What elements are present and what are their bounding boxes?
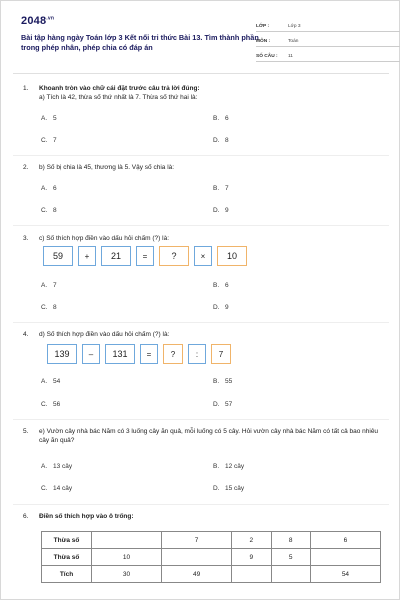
option-d[interactable] bbox=[213, 485, 244, 492]
expr-operator: + bbox=[78, 246, 96, 266]
option-letter: C. bbox=[41, 401, 48, 408]
option-value: 55 bbox=[225, 378, 233, 385]
question-stem: c) Số thích hợp điền vào dấu hỏi chấm (?) là: bbox=[39, 235, 169, 242]
option-letter: C. bbox=[41, 207, 48, 214]
option-letter: C. bbox=[41, 485, 48, 492]
question-stem: d) Số thích hợp điền vào dấu hỏi chấm (?) là: bbox=[39, 331, 170, 338]
expr-equals: = bbox=[136, 246, 154, 266]
table-cell: 8 bbox=[271, 532, 310, 549]
header-divider bbox=[13, 73, 389, 74]
meta-info bbox=[256, 17, 400, 62]
option-value: 8 bbox=[225, 137, 229, 144]
question-5 bbox=[23, 427, 383, 447]
option-a[interactable] bbox=[41, 282, 57, 289]
row-header: Thừa số bbox=[42, 549, 92, 566]
option-b[interactable] bbox=[213, 282, 229, 289]
expr-number: 10 bbox=[217, 246, 247, 266]
question-number: 4. bbox=[23, 331, 29, 338]
option-value: 7 bbox=[225, 185, 229, 192]
worksheet-header bbox=[21, 15, 386, 65]
expr-unknown[interactable]: ? bbox=[163, 344, 183, 364]
option-d[interactable] bbox=[213, 401, 232, 408]
option-value: 8 bbox=[53, 207, 57, 214]
question-6 bbox=[23, 512, 383, 522]
question-separator bbox=[13, 225, 389, 226]
table-row bbox=[42, 566, 381, 583]
table-cell[interactable] bbox=[310, 549, 380, 566]
meta-value: Toán bbox=[288, 39, 299, 44]
question-stem: b) Số bị chia là 45, thương là 5. Vậy số chia là: bbox=[39, 164, 175, 171]
option-letter: D. bbox=[213, 207, 220, 214]
option-a[interactable] bbox=[41, 115, 57, 122]
option-a[interactable] bbox=[41, 378, 60, 385]
table-cell: 54 bbox=[310, 566, 380, 583]
expr-operator: – bbox=[82, 344, 100, 364]
table-cell: 30 bbox=[92, 566, 162, 583]
question-stem: Điền số thích hợp vào ô trống: bbox=[39, 513, 134, 520]
option-d[interactable] bbox=[213, 137, 229, 144]
option-value: 9 bbox=[225, 207, 229, 214]
expr-unknown[interactable]: ? bbox=[159, 246, 189, 266]
option-letter: B. bbox=[213, 463, 220, 470]
option-letter: B. bbox=[213, 185, 220, 192]
table-cell[interactable] bbox=[232, 566, 271, 583]
option-value: 54 bbox=[53, 378, 61, 385]
question-number: 6. bbox=[23, 513, 29, 520]
option-letter: A. bbox=[41, 378, 48, 385]
option-value: 8 bbox=[53, 304, 57, 311]
expr-number: 59 bbox=[43, 246, 73, 266]
table-cell: 5 bbox=[271, 549, 310, 566]
table-cell[interactable] bbox=[271, 566, 310, 583]
table-cell: 49 bbox=[162, 566, 232, 583]
expr-operator: × bbox=[194, 246, 212, 266]
option-letter: A. bbox=[41, 115, 48, 122]
option-b[interactable] bbox=[213, 378, 232, 385]
question-separator bbox=[13, 504, 389, 505]
question-number: 2. bbox=[23, 164, 29, 171]
table-cell: 7 bbox=[162, 532, 232, 549]
document-title: Bài tập hàng ngày Toán lớp 3 Kết nối tri thức Bài 13. Tìm thành phần trong phép nhân, phép chia có đáp án bbox=[21, 33, 259, 52]
option-value: 9 bbox=[225, 304, 229, 311]
expr-number: 21 bbox=[101, 246, 131, 266]
logo-text: 2048 bbox=[21, 15, 47, 27]
option-letter: D. bbox=[213, 137, 220, 144]
table-cell[interactable] bbox=[92, 532, 162, 549]
option-value: 6 bbox=[225, 115, 229, 122]
option-letter: B. bbox=[213, 282, 220, 289]
question-stem: a) Tích là 42, thừa số thứ nhất là 7. Thừa số thứ hai là: bbox=[39, 94, 198, 101]
option-value: 5 bbox=[53, 115, 57, 122]
question-text bbox=[39, 84, 379, 102]
option-value: 12 cây bbox=[225, 463, 245, 470]
table-cell: 10 bbox=[92, 549, 162, 566]
option-value: 15 cây bbox=[225, 485, 245, 492]
option-b[interactable] bbox=[213, 463, 244, 470]
option-value: 56 bbox=[53, 401, 61, 408]
option-d[interactable] bbox=[213, 207, 229, 214]
table-row bbox=[42, 549, 381, 566]
option-value: 57 bbox=[225, 401, 233, 408]
expr-equals: = bbox=[140, 344, 158, 364]
row-header: Tích bbox=[42, 566, 92, 583]
site-logo[interactable] bbox=[21, 15, 54, 27]
meta-value: Lớp 3 bbox=[288, 24, 301, 29]
meta-label: SỐ CÂU : bbox=[256, 54, 278, 59]
question-separator bbox=[13, 155, 389, 156]
meta-value: 11 bbox=[288, 54, 293, 59]
question-4 bbox=[23, 330, 383, 340]
option-value: 6 bbox=[53, 185, 57, 192]
question-intro: Khoanh tròn vào chữ cái đặt trước câu trả lời đúng: bbox=[39, 85, 200, 92]
expr-number: 139 bbox=[47, 344, 77, 364]
option-a[interactable] bbox=[41, 463, 72, 470]
option-d[interactable] bbox=[213, 304, 229, 311]
logo-tld: .vn bbox=[46, 15, 55, 22]
option-c[interactable] bbox=[41, 401, 60, 408]
expr-number: 7 bbox=[211, 344, 231, 364]
question-separator bbox=[13, 322, 389, 323]
option-letter: B. bbox=[213, 115, 220, 122]
meta-row-count bbox=[256, 47, 400, 62]
option-a[interactable] bbox=[41, 185, 57, 192]
table-cell: 2 bbox=[232, 532, 271, 549]
question-number: 1. bbox=[23, 85, 29, 92]
question-1 bbox=[23, 84, 383, 108]
question-separator bbox=[13, 419, 389, 420]
option-letter: A. bbox=[41, 463, 48, 470]
option-c[interactable] bbox=[41, 485, 72, 492]
option-letter: D. bbox=[213, 304, 220, 311]
question-2 bbox=[23, 163, 383, 173]
question-stem: e) Vườn cây nhà bác Năm có 3 luống cây ăn quả, mỗi luống có 5 cây. Hỏi vườn cây nhà bác Năm có tất cả bao nhiêu cây ăn quả? bbox=[39, 428, 379, 444]
option-letter: D. bbox=[213, 401, 220, 408]
question-number: 5. bbox=[23, 428, 29, 435]
option-value: 6 bbox=[225, 282, 229, 289]
option-b[interactable] bbox=[213, 115, 229, 122]
question-number: 3. bbox=[23, 235, 29, 242]
option-letter: A. bbox=[41, 185, 48, 192]
option-value: 14 cây bbox=[53, 485, 73, 492]
expression-boxes bbox=[47, 344, 236, 364]
option-c[interactable] bbox=[41, 207, 57, 214]
expression-boxes bbox=[43, 246, 252, 266]
option-value: 13 cây bbox=[53, 463, 73, 470]
meta-row-subject bbox=[256, 32, 400, 47]
option-value: 7 bbox=[53, 282, 57, 289]
question-stem-wrap bbox=[39, 512, 379, 521]
option-letter: D. bbox=[213, 485, 220, 492]
meta-label: LỚP : bbox=[256, 24, 270, 29]
expr-number: 131 bbox=[105, 344, 135, 364]
question-3 bbox=[23, 234, 383, 244]
option-letter: B. bbox=[213, 378, 220, 385]
meta-row-class bbox=[256, 17, 400, 32]
option-c[interactable] bbox=[41, 304, 57, 311]
option-letter: C. bbox=[41, 137, 48, 144]
option-value: 7 bbox=[53, 137, 57, 144]
expr-operator: : bbox=[188, 344, 206, 364]
table-cell: 9 bbox=[232, 549, 271, 566]
table-row bbox=[42, 532, 381, 549]
fill-in-table bbox=[41, 531, 381, 583]
option-letter: A. bbox=[41, 282, 48, 289]
option-b[interactable] bbox=[213, 185, 229, 192]
table-cell[interactable] bbox=[162, 549, 232, 566]
option-c[interactable] bbox=[41, 137, 57, 144]
option-letter: C. bbox=[41, 304, 48, 311]
meta-label: MÔN : bbox=[256, 39, 271, 44]
table-cell: 6 bbox=[310, 532, 380, 549]
row-header: Thừa số bbox=[42, 532, 92, 549]
